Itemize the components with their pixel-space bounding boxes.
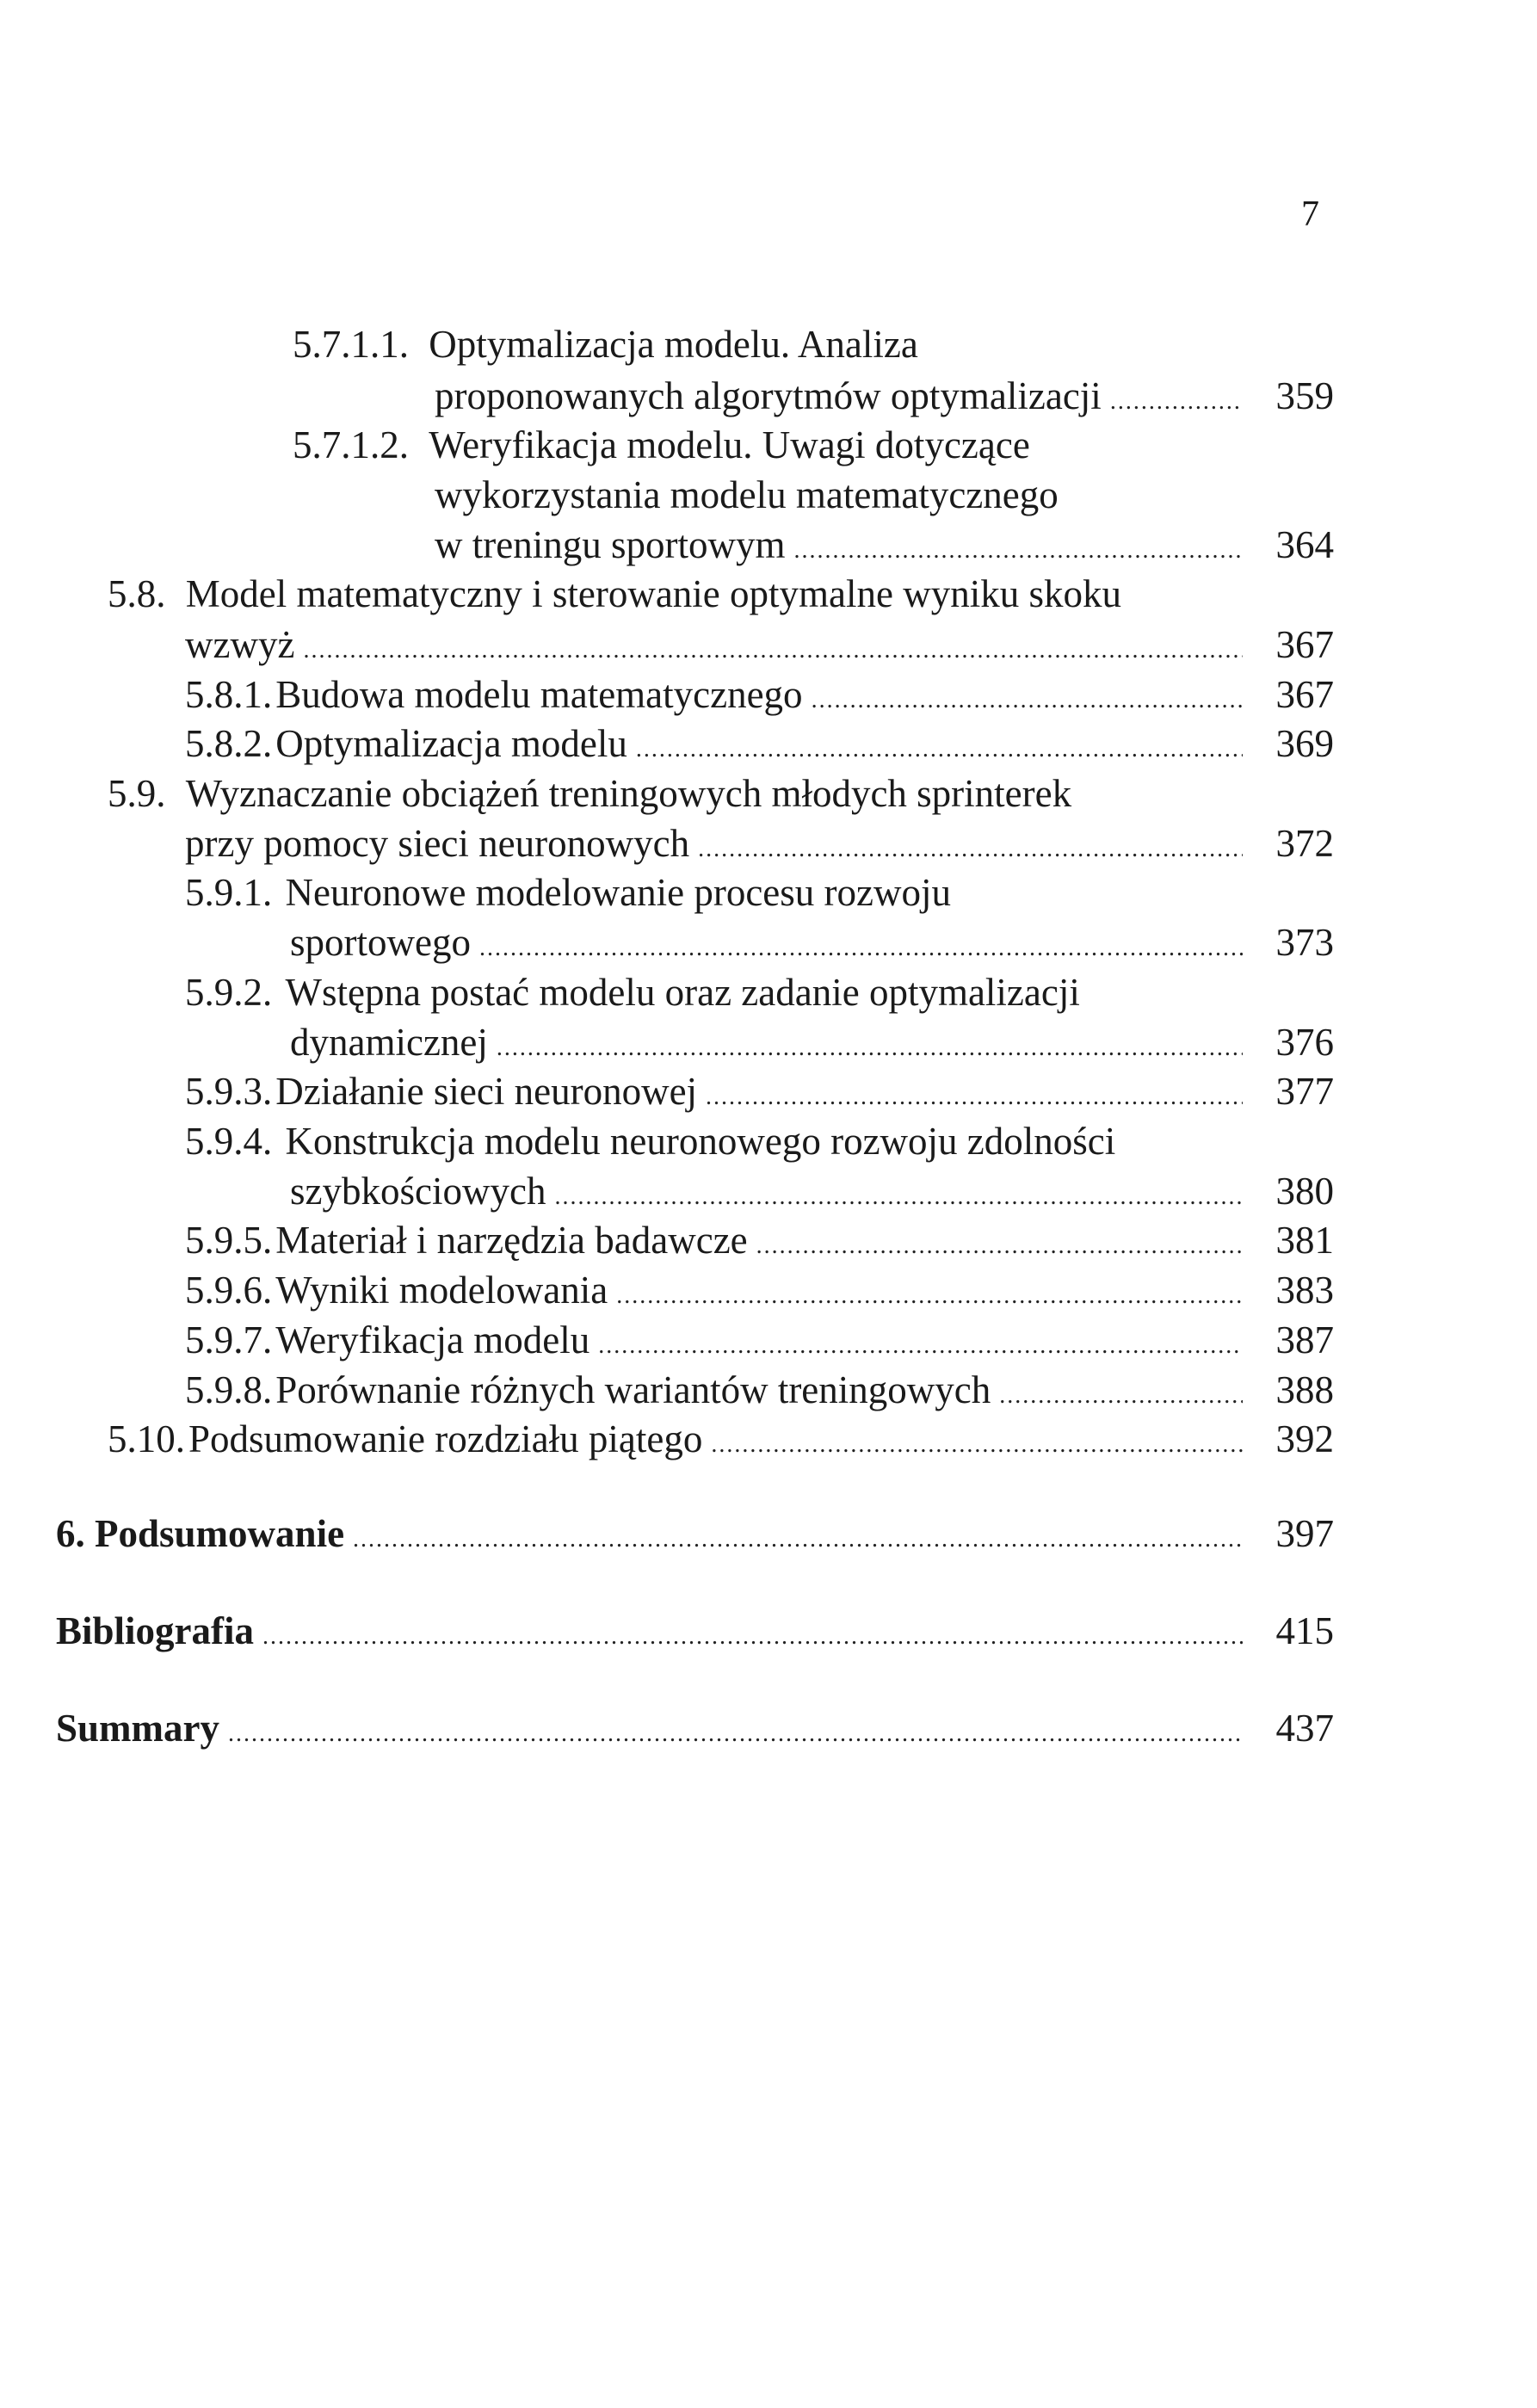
- toc-entry-title-cont: wykorzystania modelu matematycznego: [435, 473, 1059, 516]
- toc-entry-title: Weryfikacja modelu: [275, 1318, 590, 1361]
- toc-entry-title: Weryfikacja modelu. Uwagi dotyczące: [429, 423, 1030, 466]
- dot-leader: [262, 1625, 1243, 1649]
- toc-chapter-summary[interactable]: [56, 1709, 1334, 1748]
- toc-entry-title: Wyniki modelowania: [275, 1269, 608, 1312]
- page-number: 7: [1301, 194, 1319, 234]
- toc-entry-title: Optymalizacja modelu: [275, 722, 627, 765]
- dot-leader: [756, 1234, 1243, 1258]
- toc-entry-title: Materiał i narzędzia badawcze: [275, 1219, 748, 1262]
- dot-leader: [616, 1284, 1243, 1308]
- toc-chapter-page: 415: [1275, 1609, 1334, 1652]
- toc-entry-number: 5.9.7.: [185, 1318, 273, 1361]
- toc-chapter-bibliografia[interactable]: [56, 1609, 1334, 1652]
- dot-leader: [303, 639, 1243, 663]
- toc-entry-5-9-heading: [108, 772, 1072, 815]
- toc-entry-page: 373: [1275, 921, 1334, 964]
- toc-entry-title: Działanie sieci neuronowej: [275, 1070, 698, 1113]
- toc-entry-title: Porównanie różnych wariantów treningowych: [275, 1368, 991, 1411]
- toc-entry-5-7-1-2-heading: [293, 423, 1030, 466]
- toc-chapter-page: 397: [1275, 1512, 1334, 1555]
- dot-leader: [793, 539, 1243, 563]
- toc-entry-title: Podsumowanie rozdziału piątego: [188, 1417, 703, 1460]
- toc-entry-5-8-heading: [108, 572, 1122, 615]
- toc-entry-5-9-5[interactable]: [185, 1221, 1334, 1260]
- toc-entry-5-8-2[interactable]: [185, 722, 1334, 765]
- toc-chapter-page: 437: [1275, 1707, 1334, 1750]
- toc-entry-number: 5.9.8.: [185, 1368, 273, 1411]
- toc-entry-title-cont: proponowanych algorytmów optymalizacji: [435, 374, 1102, 417]
- toc-entry-5-7-1-2-final[interactable]: [435, 523, 1334, 566]
- toc-entry-title: Konstrukcja modelu neuronowego rozwoju zdolności: [285, 1120, 1116, 1163]
- toc-chapter-title: Summary: [56, 1707, 219, 1750]
- toc-entry-title: Wstępna postać modelu oraz zadanie optymalizacji: [285, 971, 1080, 1014]
- toc-entry-number: 5.9.1.: [185, 871, 273, 914]
- toc-entry-title: Neuronowe modelowanie procesu rozwoju: [285, 871, 952, 914]
- toc-entry-number: 5.9.3.: [185, 1070, 273, 1113]
- toc-chapter-title: Bibliografia: [56, 1609, 255, 1652]
- toc-entry-5-7-1-1-heading: [293, 325, 918, 364]
- toc-entry-5-8-final[interactable]: [185, 623, 1334, 666]
- toc-entry-number: 5.9.2.: [185, 971, 273, 1014]
- toc-entry-page: 377: [1275, 1070, 1334, 1113]
- toc-chapter-title: 6. Podsumowanie: [56, 1512, 345, 1555]
- toc-entry-number: 5.9.: [108, 772, 166, 815]
- toc-entry-title-cont: przy pomocy sieci neuronowych: [185, 822, 690, 865]
- toc-entry-number: 5.8.1.: [185, 673, 273, 716]
- toc-entry-page: 372: [1275, 822, 1334, 865]
- toc-entry-title: Wyznaczanie obciążeń treningowych młodych sprinterek: [185, 772, 1072, 815]
- toc-entry-5-9-2-final[interactable]: [290, 1023, 1334, 1062]
- toc-entry-5-9-1-heading: [185, 871, 952, 914]
- dot-leader: [706, 1085, 1243, 1109]
- toc-entry-5-9-final[interactable]: [185, 824, 1334, 863]
- dot-leader: [598, 1334, 1243, 1358]
- dot-leader: [812, 688, 1243, 713]
- toc-entry-title-cont: szybkościowych: [290, 1170, 546, 1213]
- toc-entry-number: 5.8.: [108, 572, 166, 615]
- toc-entry-title-cont: sportowego: [290, 921, 471, 964]
- toc-entry-number: 5.9.6.: [185, 1269, 273, 1312]
- toc-entry-title: Budowa modelu matematycznego: [275, 673, 803, 716]
- toc-entry-page: 383: [1275, 1269, 1334, 1312]
- toc-entry-page: 376: [1275, 1021, 1334, 1064]
- dot-leader: [698, 837, 1243, 861]
- toc-entry-5-9-4-final[interactable]: [290, 1172, 1334, 1211]
- dot-leader: [554, 1185, 1243, 1209]
- toc-entry-page: 359: [1275, 374, 1334, 417]
- toc-entry-number: 5.9.5.: [185, 1219, 273, 1262]
- toc-entry-page: 380: [1275, 1170, 1334, 1213]
- toc-entry-number: 5.9.4.: [185, 1120, 273, 1163]
- toc-entry-5-9-1-final[interactable]: [290, 923, 1334, 962]
- dot-leader: [497, 1036, 1243, 1060]
- toc-entry-5-10[interactable]: [108, 1417, 1334, 1460]
- toc-entry-page: 367: [1275, 673, 1334, 716]
- toc-entry-title: Model matematyczny i sterowanie optymalne wyniku skoku: [185, 572, 1122, 615]
- toc-entry-title-cont: w treningu sportowym: [435, 523, 786, 566]
- toc-entry-5-9-2-heading: [185, 973, 1080, 1012]
- toc-entry-number: 5.8.2.: [185, 722, 273, 765]
- toc-entry-5-9-3[interactable]: [185, 1072, 1334, 1111]
- toc-entry-page: 367: [1275, 623, 1334, 666]
- toc-entry-5-9-6[interactable]: [185, 1271, 1334, 1310]
- dot-leader: [636, 738, 1243, 762]
- toc-entry-page: 364: [1275, 523, 1334, 566]
- toc-entry-title: Optymalizacja modelu. Analiza: [429, 323, 918, 366]
- toc-entry-page: 381: [1275, 1219, 1334, 1262]
- dot-leader: [353, 1528, 1243, 1552]
- toc-entry-5-7-1-1-final[interactable]: [435, 374, 1334, 417]
- toc-entry-page: 387: [1275, 1318, 1334, 1361]
- toc-chapter-podsumowanie[interactable]: [56, 1512, 1334, 1555]
- toc-entry-5-9-7[interactable]: [185, 1318, 1334, 1361]
- toc-entry-page: 392: [1275, 1417, 1334, 1460]
- dot-leader: [1110, 390, 1243, 414]
- toc-entry-5-8-1[interactable]: [185, 673, 1334, 716]
- toc-entry-page: 369: [1275, 722, 1334, 765]
- toc-entry-title-cont: wzwyż: [185, 623, 295, 666]
- dot-leader: [711, 1433, 1243, 1457]
- dot-leader: [479, 936, 1243, 960]
- toc-entry-5-9-8[interactable]: [185, 1368, 1334, 1411]
- toc-entry-page: 388: [1275, 1368, 1334, 1411]
- toc-entry-number: 5.7.1.1.: [293, 323, 409, 366]
- toc-entry-number: 5.10.: [108, 1417, 185, 1460]
- toc-entry-number: 5.7.1.2.: [293, 423, 409, 466]
- toc-entry-5-9-4-heading: [185, 1122, 1115, 1161]
- toc-entry-title-cont: dynamicznej: [290, 1021, 488, 1064]
- dot-leader: [228, 1722, 1243, 1746]
- dot-leader: [999, 1384, 1243, 1408]
